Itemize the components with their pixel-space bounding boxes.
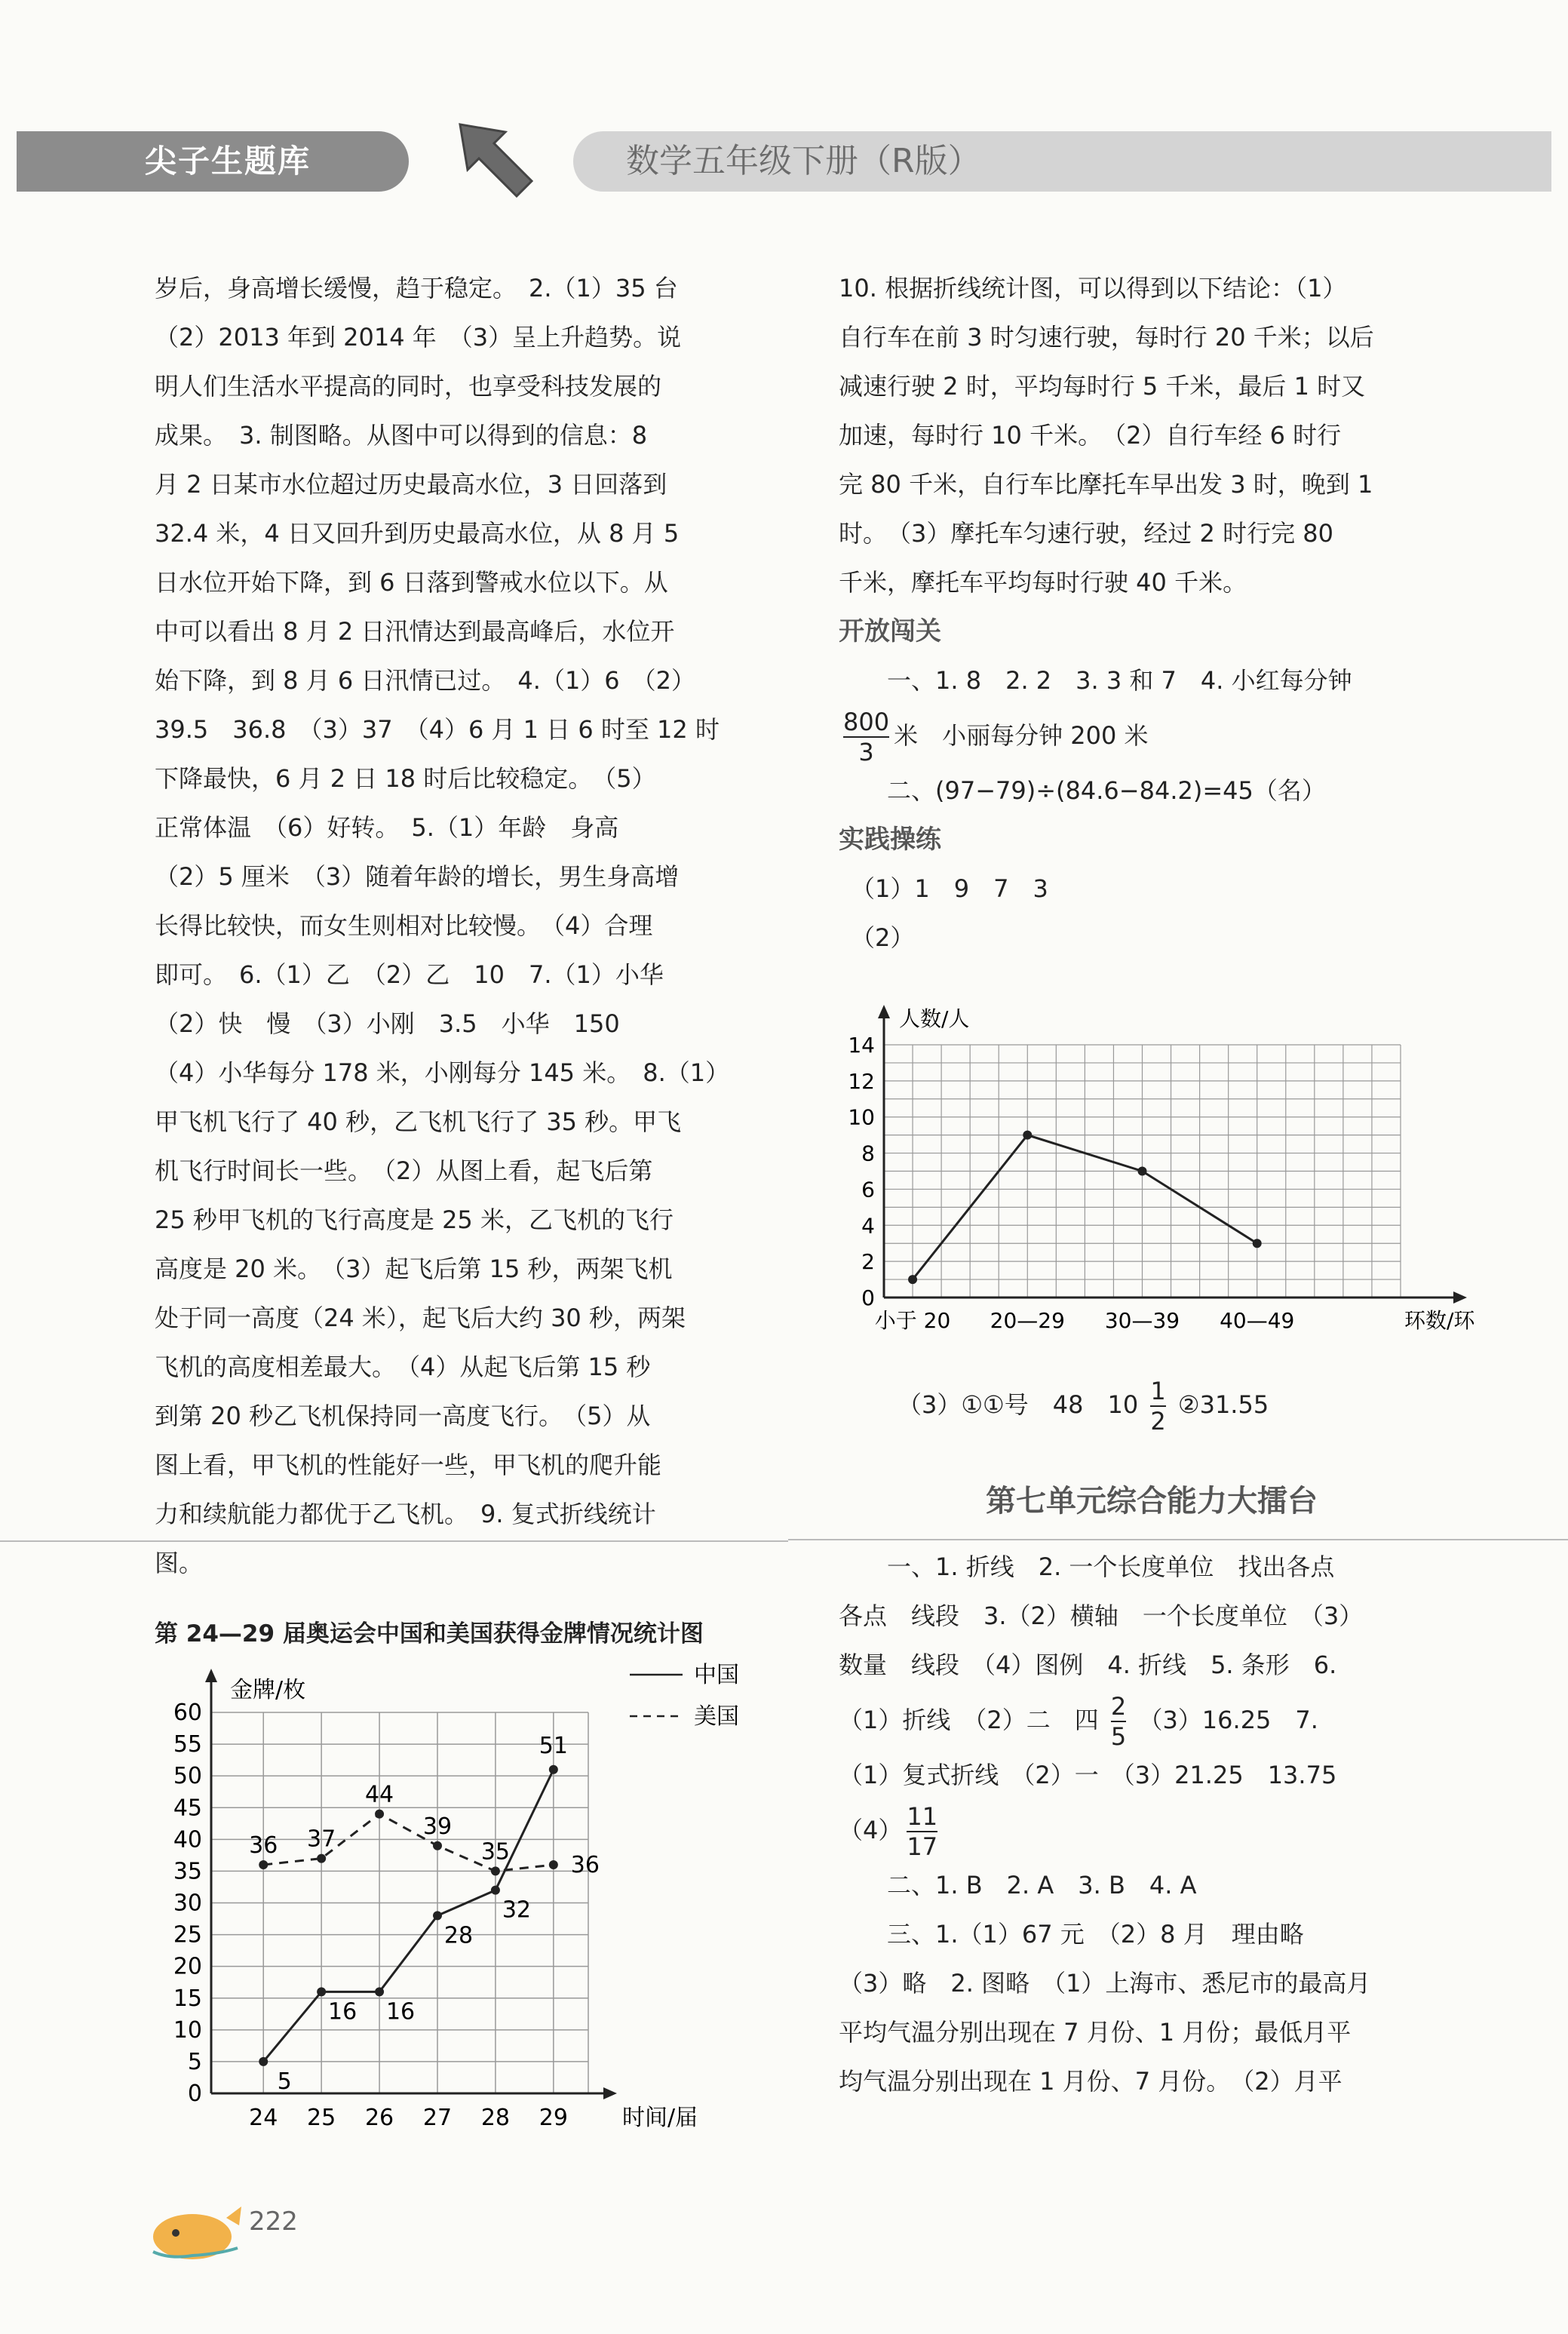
fraction: $\frac{1}{2}$ bbox=[1150, 1377, 1166, 1436]
text-line: 甲飞机飞行了 40 秒，乙飞机飞行了 35 秒。甲飞 bbox=[155, 1107, 682, 1136]
data-label: 39 bbox=[422, 1813, 453, 1840]
right-answer-column bbox=[839, 264, 1465, 963]
practice-line-1: （1）1 9 7 3 bbox=[863, 874, 1048, 903]
text-line: 加速，每时行 10 千米。 （2）自行车经 6 时行 bbox=[839, 421, 1342, 450]
x-tick-label: 24 bbox=[249, 2105, 278, 2131]
y-tick-label: 8 bbox=[861, 1141, 875, 1166]
data-point bbox=[433, 1911, 442, 1920]
open-line-1: 一、1. 8 2. 2 3. 3 和 7 4. 小红每分钟 bbox=[887, 666, 1352, 695]
y-tick-label: 14 bbox=[848, 1033, 875, 1058]
score-line-chart bbox=[839, 996, 1480, 1350]
book-title: 数学五年级下册（R版） bbox=[626, 142, 981, 180]
text-line: 即可。 6.（1）乙 （2）乙 10 7.（1）小华 bbox=[155, 960, 664, 989]
data-label: 5 bbox=[277, 2068, 292, 2095]
text-line: 图上看，甲飞机的性能好一些，甲飞机的爬升能 bbox=[155, 1451, 662, 1479]
y-tick-label: 5 bbox=[187, 2048, 202, 2075]
data-label: 28 bbox=[443, 1922, 474, 1949]
section-open-heading: 开放闯关 bbox=[839, 616, 941, 646]
text-line: （2）5 厘米 （3）随着年龄的增长，男生身高增 bbox=[155, 862, 680, 891]
olympics-gold-chart bbox=[155, 1660, 781, 2142]
y-tick-label: 60 bbox=[173, 1700, 202, 1726]
data-point bbox=[259, 1860, 268, 1869]
practice-line-3: （3）①①号 48 10 $\frac{1}{2}$ ②31.55 bbox=[898, 1377, 1269, 1436]
data-label: 44 bbox=[364, 1781, 394, 1808]
text-line: 岁后，身高增长缓慢，趋于稳定。 2.（1）35 台 bbox=[155, 274, 678, 302]
x-axis-arrow bbox=[1453, 1291, 1467, 1304]
y-tick-label: 20 bbox=[173, 1953, 202, 1980]
x-tick-label: 28 bbox=[480, 2105, 511, 2131]
text-line: 完 80 千米，自行车比摩托车早出发 3 时，晚到 1 bbox=[839, 470, 1373, 499]
text-line: 10. 根据折线统计图，可以得到以下结论：（1） bbox=[839, 274, 1347, 302]
data-point bbox=[491, 1866, 500, 1875]
y-tick-label: 25 bbox=[173, 1921, 202, 1949]
text-line: 千米，摩托车平均每时行驶 40 千米。 bbox=[839, 568, 1247, 597]
text-line: 正常体温 （6）好转。 5.（1）年龄 身高 bbox=[155, 813, 619, 842]
book-title-banner bbox=[573, 131, 1551, 192]
y-tick-label: 4 bbox=[861, 1213, 875, 1239]
arrow-icon bbox=[453, 113, 543, 204]
data-point bbox=[908, 1275, 917, 1284]
text-line: 长得比较快，而女生则相对比较慢。 （4）合理 bbox=[155, 911, 653, 940]
x-tick-label: 27 bbox=[422, 2105, 453, 2131]
data-point bbox=[549, 1765, 558, 1774]
data-point bbox=[259, 2057, 268, 2066]
data-label: 16 bbox=[385, 1998, 416, 2025]
data-point bbox=[317, 1854, 326, 1863]
text-line: 减速行驶 2 时，平均每时行 5 千米，最后 1 时又 bbox=[839, 372, 1366, 401]
y-tick-label: 0 bbox=[187, 2081, 202, 2107]
y-axis-label: 人数/人 bbox=[899, 1006, 970, 1031]
y-tick-label: 2 bbox=[861, 1249, 875, 1275]
x-tick-label: 29 bbox=[539, 2105, 568, 2131]
practice-line-2: （2） bbox=[863, 923, 915, 952]
data-point bbox=[317, 1987, 326, 1996]
text-line: 32.4 米，4 日又回升到历史最高水位，从 8 月 5 bbox=[155, 519, 680, 548]
legend-label: 美国 bbox=[694, 1703, 739, 1730]
page-number: 222 bbox=[249, 2207, 298, 2237]
open-line-3: 二、(97−79)÷(84.6−84.2)=45（名） bbox=[887, 776, 1326, 805]
data-label: 35 bbox=[480, 1838, 511, 1866]
y-tick-label: 50 bbox=[173, 1763, 202, 1790]
text-line: 图。 bbox=[155, 1549, 204, 1577]
text-line: 处于同一高度（24 米），起飞后大约 30 秒，两架 bbox=[155, 1304, 686, 1332]
data-point bbox=[549, 1860, 558, 1869]
y-tick-label: 0 bbox=[861, 1285, 875, 1310]
y-tick-label: 45 bbox=[173, 1795, 202, 1822]
divider bbox=[788, 1539, 1568, 1540]
x-tick-label: 小于 20 bbox=[874, 1308, 951, 1333]
left-answer-column bbox=[155, 264, 781, 1588]
unit-title: 第七单元综合能力大擂台 bbox=[986, 1484, 1318, 1519]
brand-text: 尖子生题库 bbox=[145, 143, 311, 180]
y-tick-label: 12 bbox=[848, 1068, 875, 1094]
x-axis-label: 时间/届 bbox=[622, 2105, 698, 2131]
data-label: 36 bbox=[249, 1832, 278, 1859]
data-label: 51 bbox=[539, 1732, 568, 1759]
whale-icon bbox=[147, 2195, 245, 2263]
y-tick-label: 55 bbox=[173, 1731, 202, 1758]
data-point bbox=[1138, 1167, 1147, 1176]
data-label: 36 bbox=[570, 1852, 600, 1878]
x-tick-label: 30—39 bbox=[1104, 1308, 1180, 1333]
text-line: 月 2 日某市水位超过历史最高水位，3 日回落到 bbox=[155, 470, 667, 499]
text-line: 日水位开始下降，到 6 日落到警戒水位以下。从 bbox=[155, 568, 668, 597]
x-tick-label: 40—49 bbox=[1220, 1308, 1295, 1333]
y-tick-label: 35 bbox=[173, 1858, 202, 1885]
y-tick-label: 40 bbox=[173, 1826, 202, 1853]
data-label: 16 bbox=[328, 1998, 357, 2025]
data-point bbox=[433, 1841, 442, 1850]
y-tick-label: 15 bbox=[173, 1985, 202, 2012]
text-line: （4）小华每分 178 米，小刚每分 145 米。 8.（1） bbox=[155, 1058, 730, 1087]
data-point bbox=[1023, 1131, 1032, 1140]
text-line: 明人们生活水平提高的同时，也享受科技发展的 bbox=[155, 372, 662, 401]
text-line: （2）2013 年到 2014 年 （3）呈上升趋势。说 bbox=[155, 323, 682, 352]
text-line: 下降最快，6 月 2 日 18 时后比较稳定。 （5） bbox=[155, 764, 656, 793]
y-axis-arrow bbox=[878, 1005, 890, 1018]
data-point bbox=[491, 1886, 500, 1895]
fraction: $\frac{2}{5}$ bbox=[1110, 1692, 1127, 1751]
y-tick-label: 30 bbox=[173, 1890, 202, 1917]
y-axis-arrow bbox=[205, 1669, 217, 1682]
text-line: 高度是 20 米。 （3）起飞后第 15 秒，两架飞机 bbox=[155, 1255, 673, 1283]
text-line: 力和续航能力都优于乙飞机。 9. 复式折线统计 bbox=[155, 1500, 656, 1528]
x-tick-label: 26 bbox=[364, 2105, 394, 2131]
data-label: 32 bbox=[502, 1896, 532, 1924]
text-line: （2）快 慢 （3）小刚 3.5 小华 150 bbox=[155, 1009, 620, 1038]
text-line: 时。 （3）摩托车匀速行驶，经过 2 时行完 80 bbox=[839, 519, 1333, 548]
data-point bbox=[1253, 1239, 1262, 1248]
text-line: 25 秒甲飞机的飞行高度是 25 米，乙飞机的飞行 bbox=[155, 1205, 674, 1234]
fraction: $\frac{800}{3}$ bbox=[843, 708, 890, 766]
fraction: $\frac{11}{17}$ bbox=[907, 1802, 938, 1861]
x-tick-label: 25 bbox=[307, 2105, 336, 2131]
olympics-chart-title: 第 24—29 届奥运会中国和美国获得金牌情况统计图 bbox=[155, 1620, 704, 1648]
text-line: 到第 20 秒乙飞机保持同一高度飞行。 （5）从 bbox=[155, 1402, 651, 1430]
section-practice-heading: 实践操练 bbox=[839, 825, 941, 855]
x-tick-label: 20—29 bbox=[990, 1308, 1065, 1333]
brand-banner bbox=[17, 131, 409, 192]
y-tick-label: 6 bbox=[861, 1177, 875, 1202]
data-label: 37 bbox=[307, 1826, 336, 1853]
unit-answers: 一、1. 折线 2. 一个长度单位 找出各点 各点 线段 3.（2）横轴 一个长度单位 （3） 数量 线段 （4）图例 4. 折线 5. 条形 6. （1）折线 （2）二 四 $\frac{2}{5}$ （3）16.25 7. （1）复式折线 （2）一 （3）21.25 13.75 （4） $\frac{11}{17}$ 二、1. B 2. A 3. B 4. A 三、1.（1）67 元 （2）8 月 理由略 （3）略 2. 图略 （1）上海市、悉尼市的最高月 平均气温分别出现在 7 月份、1 月份；最低月平 均气温分别出现在 1 月份、7 月份。 （2）月平 bbox=[839, 1552, 1371, 2096]
text-line: 机飞行时间长一些。 （2）从图上看，起飞后第 bbox=[155, 1156, 653, 1185]
text-line: 自行车在前 3 时匀速行驶，每时行 20 千米；以后 bbox=[839, 323, 1374, 352]
x-axis-arrow bbox=[603, 2087, 617, 2099]
text-line: 飞机的高度相差最大。 （4）从起飞后第 15 秒 bbox=[155, 1353, 651, 1381]
x-axis-label: 环数/环 bbox=[1404, 1308, 1475, 1333]
legend-label: 中国 bbox=[694, 1662, 739, 1688]
y-tick-label: 10 bbox=[173, 2016, 202, 2044]
text-line: 始下降，到 8 月 6 日汛情已过。 4.（1）6 （2） bbox=[155, 666, 696, 695]
text-line: 中可以看出 8 月 2 日汛情达到最高峰后，水位开 bbox=[155, 617, 675, 646]
y-axis-label: 金牌/枚 bbox=[230, 1677, 306, 1703]
y-tick-label: 10 bbox=[848, 1104, 875, 1130]
text-line: 39.5 36.8 （3）37 （4）6 月 1 日 6 时至 12 时 bbox=[155, 715, 720, 744]
data-point bbox=[375, 1987, 384, 1996]
text-line: 成果。 3. 制图略。从图中可以得到的信息：8 bbox=[155, 421, 648, 450]
open-line-2: $\frac{800}{3}$ 米 小丽每分钟 200 米 bbox=[843, 708, 1149, 766]
data-point bbox=[375, 1810, 384, 1819]
divider bbox=[0, 1540, 788, 1542]
